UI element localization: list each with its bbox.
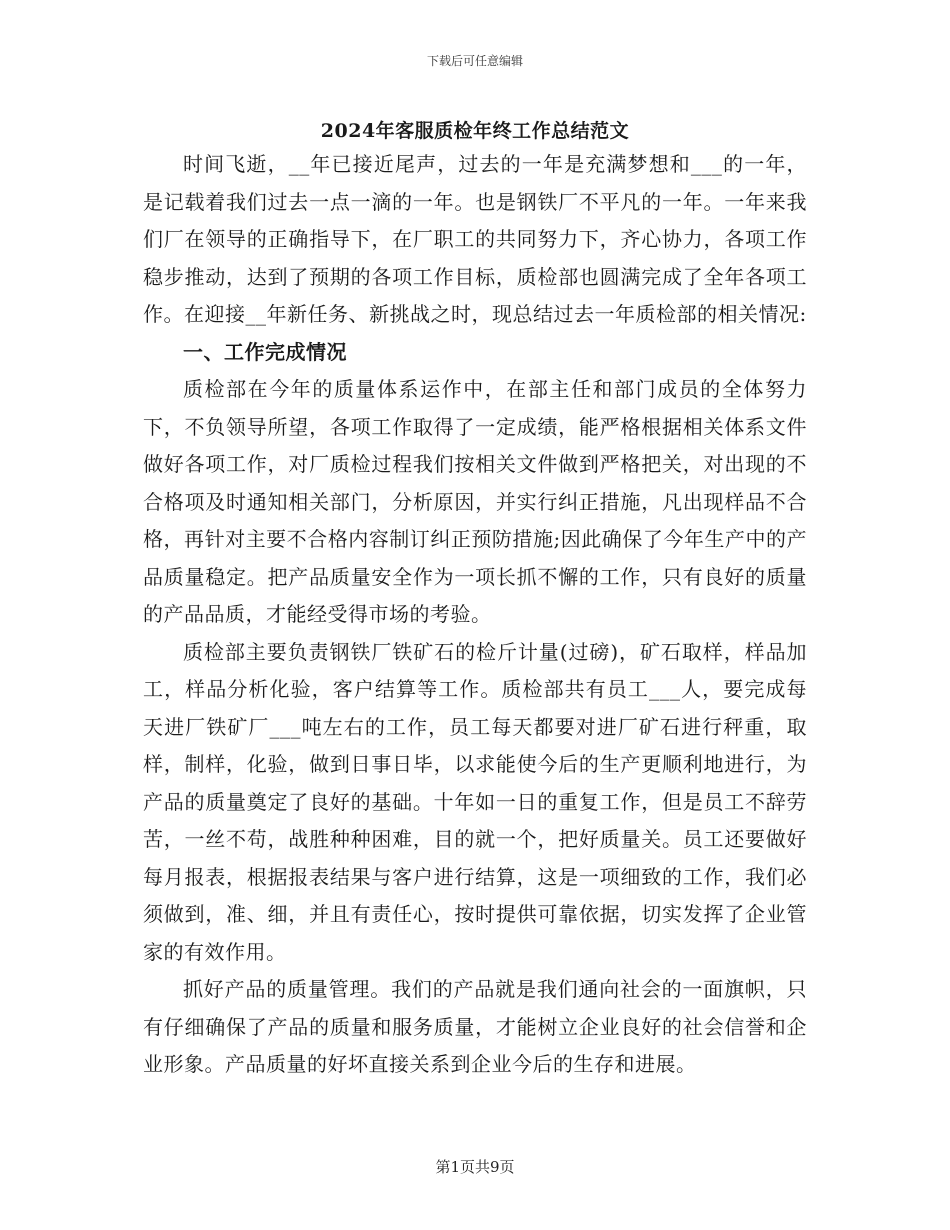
body-paragraph: 抓好产品的质量管理。我们的产品就是我们通向社会的一面旗帜，只有仔细确保了产品的质量和服务质量，才能树立企业良好的社会信誉和企业形象。产品质量的好坏直接关系到企业今后的生存和进展。 bbox=[143, 977, 807, 1076]
page-number-footer: 第1页共9页 bbox=[435, 1158, 515, 1176]
body-paragraph: 质检部主要负责钢铁厂铁矿石的检斤计量(过磅)，矿石取样，样品加工，样品分析化验，客户结算等工作。质检部共有员工___人，要完成每天进厂铁矿厂___吨左右的工作，员工每天都要对进厂矿石进行秤重，取样，制样，化验，做到日事日毕，以求能使今后的生产更顺利地进行，为产品的质量奠定了良好的基础。十年如一日的重复工作，但是员工不辞劳苦，一丝不苟，战胜种种困难，目的就一个，把好质量关。员工还要做好每月报表，根据报表结果与客户进行结算，这是一项细致的工作，我们必须做到，准、细，并且有责任心，按时提供可靠依据，切实发挥了企业管家的有效作用。 bbox=[143, 639, 807, 964]
section-heading-work-completion: 一、工作完成情况 bbox=[183, 339, 347, 364]
body-paragraph: 质检部在今年的质量体系运作中，在部主任和部门成员的全体努力下，不负领导所望，各项工作取得了一定成绩，能严格根据相关体系文件做好各项工作，对厂质检过程我们按相关文件做到严格把关，对出现的不合格项及时通知相关部门，分析原因，并实行纠正措施，凡出现样品不合格，再针对主要不合格内容制订纠正预防措施;因此确保了今年生产中的产品质量稳定。把产品质量安全作为一项长抓不懈的工作，只有良好的质量的产品品质，才能经受得市场的考验。 bbox=[143, 377, 807, 626]
page-header-note: 下载后可任意编辑 bbox=[426, 54, 523, 68]
document-title: 2024年客服质检年终工作总结范文 bbox=[320, 120, 630, 142]
document-body bbox=[143, 116, 807, 1084]
intro-paragraph: 时间飞逝，__年已接近尾声，过去的一年是充满梦想和___的一年，是记载着我们过去一点一滴的一年。也是钢铁厂不平凡的一年。一年来我们厂在领导的正确指导下，在厂职工的共同努力下，齐心协力，各项工作稳步推动，达到了预期的各项工作目标，质检部也圆满完成了全年各项工作。在迎接__年新任务、新挑战之时，现总结过去一年质检部的相关情况: bbox=[143, 152, 807, 326]
